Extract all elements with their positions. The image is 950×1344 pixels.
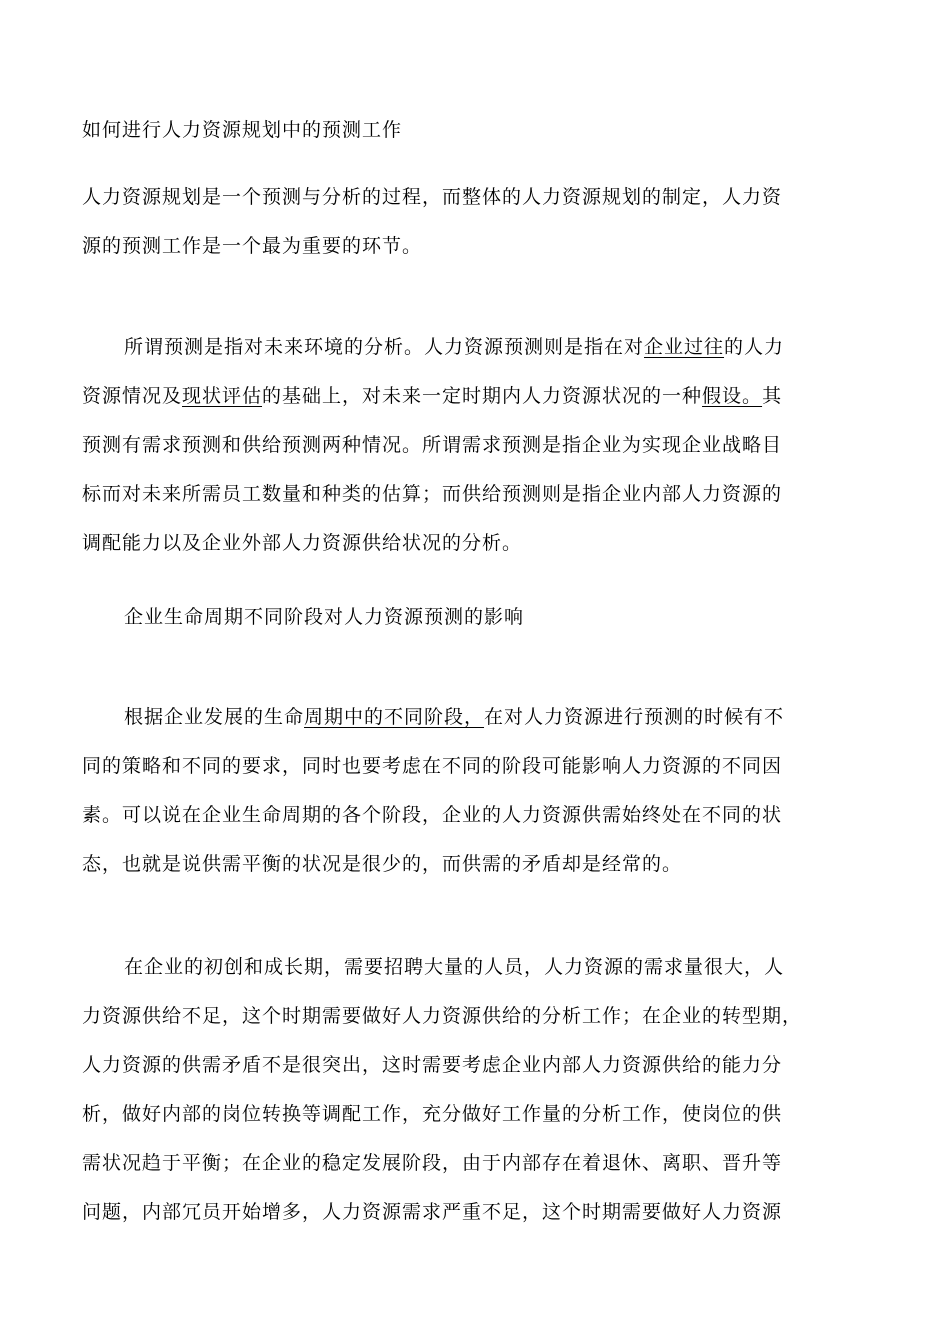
para1-line-3: 预测有需求预测和供给预测两种情况。所谓需求预测是指企业为实现企业战略目 (82, 434, 783, 456)
underlined-term-past: 企业过往 (644, 336, 725, 358)
title-text: 如何进行人力资源规划中的预测工作 (82, 119, 403, 141)
para2-line-2: 同的策略和不同的要求，同时也要考虑在不同的阶段可能影响人力资源的不同因 (82, 755, 783, 777)
document-title (82, 106, 872, 155)
para2-text: 在对人力资源进行预测的时候有不 (484, 706, 785, 728)
intro-paragraph (82, 173, 872, 271)
para3-line-5: 需状况趋于平衡；在企业的稳定发展阶段，由于内部存在着退休、离职、晋升等 (82, 1152, 783, 1174)
para2-line-4: 态，也就是说供需平衡的状况是很少的，而供需的矛盾却是经常的。 (82, 853, 683, 875)
section-subheading (82, 593, 872, 642)
para2-line-1 (82, 693, 872, 742)
subheading-text: 企业生命周期不同阶段对人力资源预测的影响 (124, 606, 525, 628)
para3-line-1: 在企业的初创和成长期，需要招聘大量的人员，人力资源的需求量很大，人 (124, 956, 785, 978)
para3-line-3: 人力资源的供需矛盾不是很突出，这时需要考虑企业内部人力资源供给的能力分 (82, 1054, 783, 1076)
para1-line-1 (82, 323, 872, 372)
para1-line-5: 调配能力以及企业外部人力资源供给状况的分析。 (82, 532, 523, 554)
underlined-term-hypothesis: 假设。 (702, 385, 763, 407)
para2-text: 根据企业发展的生命 (124, 706, 305, 728)
para1-line-2 (82, 372, 872, 421)
para3-line-6: 问题，内部冗员开始增多，人力资源需求严重不足，这个时期需要做好人力资源 (82, 1201, 783, 1223)
para1-text: 资源情况及 (82, 385, 183, 407)
underlined-term-stages: 周期中的不同阶段， (304, 706, 485, 728)
underlined-term-assessment: 现状评估 (182, 385, 263, 407)
intro-line-1: 人力资源规划是一个预测与分析的过程，而整体的人力资源规划的制定，人力资 (82, 186, 783, 208)
para3-line-2: 力资源供给不足，这个时期需要做好人力资源供给的分析工作；在企业的转型期， (82, 1005, 803, 1027)
intro-line-2: 源的预测工作是一个最为重要的环节。 (82, 235, 423, 257)
paragraph-stages-detail (82, 943, 872, 1237)
paragraph-lifecycle (82, 693, 872, 889)
para1-line-4: 标而对未来所需员工数量和种类的估算；而供给预测则是指企业内部人力资源的 (82, 483, 783, 505)
para2-line-3: 素。可以说在企业生命周期的各个阶段，企业的人力资源供需始终处在不同的状 (82, 804, 783, 826)
para1-text: 所谓预测是指对未来环境的分析。人力资源预测则是指在对 (124, 336, 645, 358)
para1-text: 的人力 (724, 336, 785, 358)
paragraph-forecast-definition (82, 323, 872, 568)
para1-text: 其 (762, 385, 783, 407)
para3-line-4: 析，做好内部的岗位转换等调配工作，充分做好工作量的分析工作，使岗位的供 (82, 1103, 783, 1125)
para1-text: 的基础上，对未来一定时期内人力资源状况的一种 (262, 385, 703, 407)
